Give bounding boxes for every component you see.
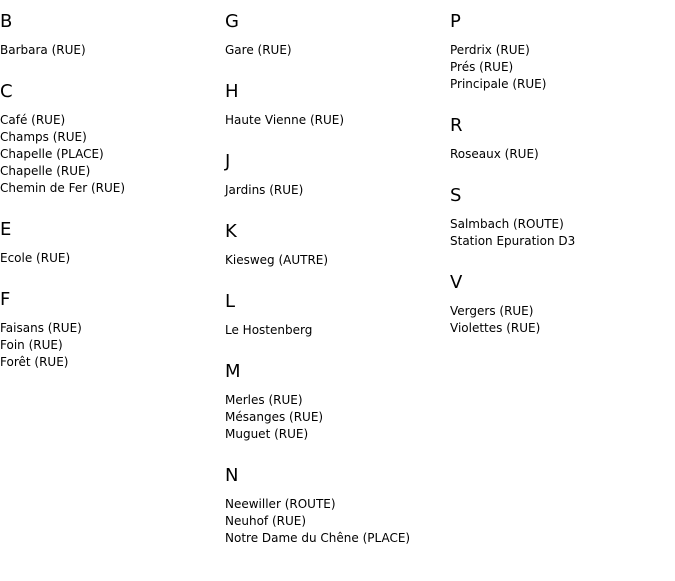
letter-group-b xyxy=(0,12,225,59)
letter-group-s xyxy=(450,186,675,250)
letter-group-h xyxy=(225,82,450,129)
street-item: Barbara (RUE) xyxy=(0,43,86,57)
street-list xyxy=(225,182,450,199)
letter-group-p xyxy=(450,12,675,93)
street-item: Neuhof (RUE) xyxy=(225,514,307,528)
street-list xyxy=(225,252,450,269)
street-item: Le Hostenberg xyxy=(225,323,313,337)
group-letter: B xyxy=(0,11,13,32)
street-item: Chemin de Fer (RUE) xyxy=(0,181,126,195)
street-list xyxy=(225,42,450,59)
street-item: Forêt (RUE) xyxy=(0,355,69,369)
group-letter: P xyxy=(450,11,461,32)
street-item: Notre Dame du Chêne (PLACE) xyxy=(225,531,411,545)
street-list xyxy=(225,322,450,339)
group-letter: E xyxy=(0,219,12,240)
street-item: Vergers (RUE) xyxy=(450,304,534,318)
letter-group-v xyxy=(450,273,675,337)
street-list xyxy=(450,303,675,337)
street-item: Jardins (RUE) xyxy=(225,183,304,197)
street-index-column-1 xyxy=(0,0,225,371)
street-item: Haute Vienne (RUE) xyxy=(225,113,345,127)
street-item: Station Epuration D3 xyxy=(450,234,576,248)
street-item: Salmbach (ROUTE) xyxy=(450,217,564,231)
street-list xyxy=(225,392,450,443)
street-item: Merles (RUE) xyxy=(225,393,303,407)
street-item: Café (RUE) xyxy=(0,113,66,127)
letter-group-n xyxy=(225,466,450,547)
group-letter: C xyxy=(0,81,13,102)
street-item: Chapelle (PLACE) xyxy=(0,147,104,161)
street-list xyxy=(0,250,225,267)
group-letter: J xyxy=(225,151,231,172)
street-item: Muguet (RUE) xyxy=(225,427,309,441)
group-letter: M xyxy=(225,361,241,382)
letter-group-e xyxy=(0,220,225,267)
street-list xyxy=(450,42,675,93)
street-item: Faisans (RUE) xyxy=(0,321,82,335)
street-item: Foin (RUE) xyxy=(0,338,63,352)
street-item: Mésanges (RUE) xyxy=(225,410,324,424)
letter-group-c xyxy=(0,82,225,197)
street-item: Violettes (RUE) xyxy=(450,321,541,335)
street-item: Chapelle (RUE) xyxy=(0,164,91,178)
street-item: Principale (RUE) xyxy=(450,77,547,91)
street-item: Kiesweg (AUTRE) xyxy=(225,253,329,267)
street-list xyxy=(0,320,225,371)
group-letter: N xyxy=(225,465,239,486)
group-letter: G xyxy=(225,11,239,32)
letter-group-l xyxy=(225,292,450,339)
street-list xyxy=(450,146,675,163)
group-letter: K xyxy=(225,221,237,242)
street-item: Neewiller (ROUTE) xyxy=(225,497,336,511)
street-list xyxy=(225,496,450,547)
street-index-column-2 xyxy=(225,0,450,547)
letter-group-m xyxy=(225,362,450,443)
street-list xyxy=(450,216,675,250)
group-letter: R xyxy=(450,115,463,136)
letter-group-f xyxy=(0,290,225,371)
street-item: Prés (RUE) xyxy=(450,60,514,74)
letter-group-g xyxy=(225,12,450,59)
street-item: Champs (RUE) xyxy=(0,130,87,144)
group-letter: F xyxy=(0,289,11,310)
street-list xyxy=(0,42,225,59)
street-list xyxy=(225,112,450,129)
street-list xyxy=(0,112,225,197)
street-item: Roseaux (RUE) xyxy=(450,147,539,161)
letter-group-r xyxy=(450,116,675,163)
group-letter: S xyxy=(450,185,462,206)
group-letter: V xyxy=(450,272,463,293)
street-item: Perdrix (RUE) xyxy=(450,43,530,57)
street-item: Gare (RUE) xyxy=(225,43,292,57)
street-item: Ecole (RUE) xyxy=(0,251,71,265)
street-index-column-3 xyxy=(450,0,675,337)
group-letter: L xyxy=(225,291,236,312)
letter-group-k xyxy=(225,222,450,269)
letter-group-j xyxy=(225,152,450,199)
group-letter: H xyxy=(225,81,239,102)
